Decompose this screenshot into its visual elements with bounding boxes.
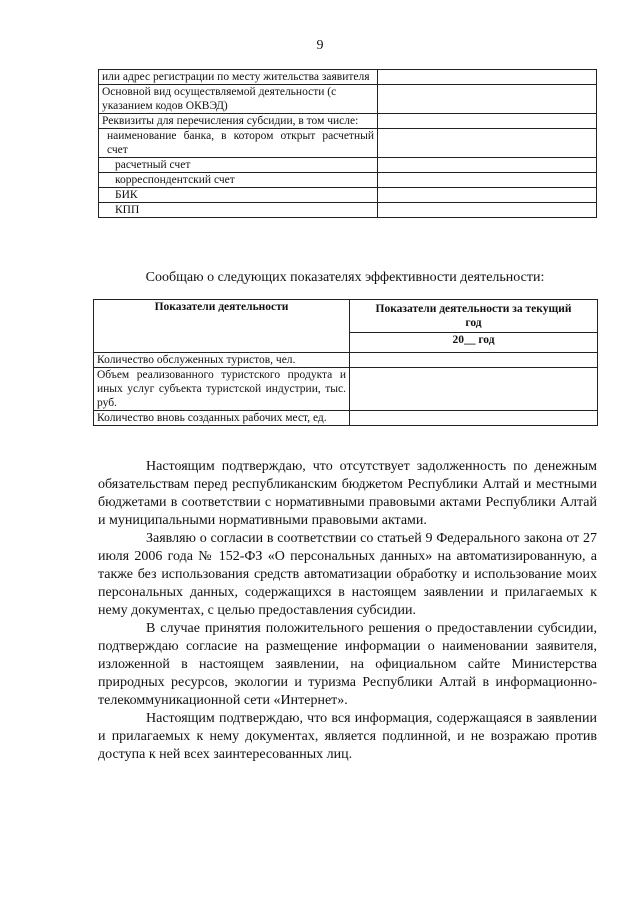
table-header-row [94,300,598,333]
year-label: 20__ год [350,333,598,353]
table-cell-label: Количество вновь созданных рабочих мест, ед. [94,411,350,426]
page-number: 9 [316,38,324,53]
paragraph-authenticity-confirmation: Настоящим подтверждаю, что вся информация, содержащаяся в заявлении и прилагаемых к нему документах, является подлинной, и не возражаю против доступа к ней всех заинтересованных лиц. [98,711,597,762]
table-cell-value[interactable] [378,85,597,114]
table-row [94,411,598,426]
table-row [99,203,597,218]
table-row [99,158,597,173]
table-cell-label: наименование банка, в котором открыт расчетный счет [99,129,378,158]
table-row [99,114,597,129]
table-cell-label: Количество обслуженных туристов, чел. [94,353,350,368]
indicators-intro: Сообщаю о следующих показателях эффективности деятельности: [145,270,545,285]
table-row [94,368,598,411]
requisites-table [98,69,597,218]
table-row [99,188,597,203]
table-cell-value[interactable] [378,173,597,188]
table-row [99,129,597,158]
column-header-current-year: Показатели деятельности за текущий год [350,300,598,333]
table-cell-value[interactable] [378,203,597,218]
table-cell-value[interactable] [378,129,597,158]
table-cell-value[interactable] [378,188,597,203]
table-cell-label: расчетный счет [99,158,378,173]
table-cell-label: или адрес регистрации по месту жительства заявителя [99,70,378,85]
indicators-table [93,299,598,426]
table-cell-value[interactable] [378,70,597,85]
table-row [94,353,598,368]
table-row [99,70,597,85]
column-header-indicators: Показатели деятельности [94,300,350,353]
body-text [98,458,597,764]
table-cell-value[interactable] [378,158,597,173]
table-cell-label: БИК [99,188,378,203]
table-cell-label: корреспондентский счет [99,173,378,188]
table-cell-value[interactable] [378,114,597,129]
table-row [99,85,597,114]
paragraph-publication-consent: В случае принятия положительного решения о предоставлении субсидии, подтверждаю согласие на размещение информации о наименовании заявителя, изложенной в настоящем заявлении, на официальном сайте Министерства природных ресурсов, экологии и туризма Республики Алтай в информационно-телекоммуникационной сети «Интернет». [98,621,597,708]
table-cell-value[interactable] [350,411,598,426]
table-cell-value[interactable] [350,368,598,411]
table-cell-label: Реквизиты для перечисления субсидии, в том числе: [99,114,378,129]
table-cell-label: КПП [99,203,378,218]
table-cell-value[interactable] [350,353,598,368]
table-cell-label: Основной вид осуществляемой деятельности (с указанием кодов ОКВЭД) [99,85,378,114]
table-cell-label: Объем реализованного туристского продукта и иных услуг субъекта туристской индустрии, тыс. руб. [94,368,350,411]
table-row [99,173,597,188]
paragraph-personal-data-consent: Заявляю о согласии в соответствии со статьей 9 Федерального закона от 27 июля 2006 года № 152-ФЗ «О персональных данных» на автоматизированную, а также без использования средств автоматизации обработку и использование моих персональных данных, содержащихся в настоящем заявлении и прилагаемых к нему документах, с целью предоставления субсидии. [98,531,597,618]
paragraph-debt-confirmation: Настоящим подтверждаю, что отсутствует задолженность по денежным обязательствам перед республиканским бюджетом Республики Алтай и местными бюджетами в соответствии с нормативными правовыми актами Республики Алтай и муниципальными нормативными правовыми актами. [98,459,597,528]
